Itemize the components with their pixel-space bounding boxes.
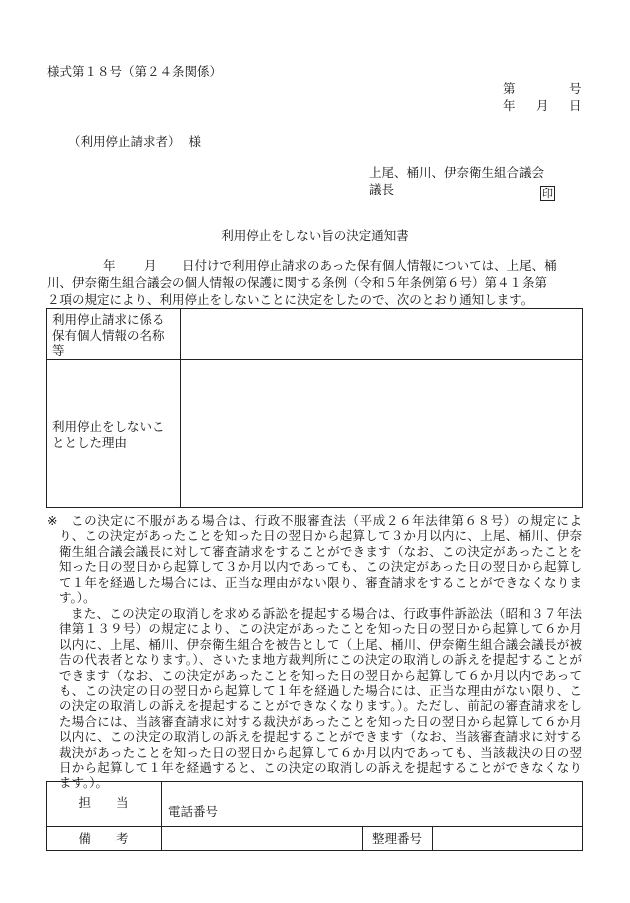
intro-line-1: 日付けで利用停止請求のあった保有個人情報については、上尾、桶 (182, 258, 557, 273)
contact-table-row-divider (46, 826, 583, 827)
info-name-label (52, 312, 165, 359)
seal-mark (540, 182, 555, 201)
intro-line-2: 川、伊奈衛生組合議会の個人情報の保護に関する条例（令和５年条例第６号）第４１条第 (47, 275, 548, 290)
notes-appeal-paragraph: この決定に不服がある場合は、行政不服審査法（平成２６年法律第６８号）の規定により、この決定があったことを知った日の翌日から起算して３か月以内に、上尾、桶川、伊奈衛生組合議会議長に対して審査請求をすることができます（なお、この決定があったことを知った日の翌日から起算して３か月以内であっても、この決定があった日の翌日から起算して１年を経過した場合には、正当な理由がない限り、審査請求をすることができなくなります。）。 (59, 513, 582, 606)
info-name-label-line2: 保有個人情報の名称 (52, 327, 165, 343)
date-month: 月 (536, 98, 549, 113)
issuer-title: 議長 (369, 182, 395, 197)
seal-text: 印 (542, 187, 553, 200)
intro-year: 年 (103, 258, 116, 273)
remarks-label: 備 考 (78, 831, 129, 846)
notes-mark: ※ (47, 513, 58, 528)
contact-label: 担 当 (78, 795, 129, 810)
issuer-org: 上尾、桶川、伊奈衛生組合議会 (369, 165, 545, 180)
info-name-label-line1: 利用停止請求に係る (52, 312, 165, 327)
addressee (68, 134, 201, 150)
decision-table-row-divider (46, 359, 583, 360)
addressee-name: （利用停止請求者） (68, 134, 181, 149)
doc-number-prefix: 第 (503, 81, 516, 96)
intro-month: 月 (144, 258, 157, 273)
doc-number-suffix: 号 (569, 81, 582, 96)
reference-number-label: 整理番号 (371, 831, 422, 846)
ref-label-right-divider (432, 826, 433, 851)
reason-label-line2: ととした理由 (52, 435, 128, 450)
reason-label (52, 419, 165, 451)
contact-table-col-divider (161, 781, 162, 851)
decision-table-divider (180, 308, 181, 508)
intro-line-3: ２項の規定により、利用停止をしないことに決定をしたので、次のとおり通知します。 (47, 292, 534, 307)
phone-label: 電話番号 (168, 804, 219, 819)
date-day: 日 (569, 98, 582, 113)
date-year: 年 (503, 98, 516, 113)
info-name-label-line3: 等 (52, 343, 65, 358)
reason-label-line1: 利用停止をしないこ (52, 419, 165, 434)
document-title: 利用停止をしない旨の決定通知書 (221, 228, 409, 243)
form-number: 様式第１８号（第２４条関係） (47, 64, 223, 79)
notes-lawsuit-paragraph: また、この決定の取消しを求める訴訟を提起する場合は、行政事件訴訟法（昭和３７年法律第１３９号）の規定により、この決定があったことを知った日の翌日から起算して６か月以内に、上尾、桶川、伊奈衛生組合を被告として（上尾、桶川、伊奈衛生組合議会議長が被告の代表者となります。）、さいたま地方裁判所にこの決定の取消しの訴えを提起することができます（なお、この決定があったことを知った日の翌日から起算して６か月以内であっても、この決定の日の翌日から起算して１年を経過した場合には、正当な理由がない限り、この決定の取消しの訴えを提起することができなくなります。）。ただし、前記の審査請求をした場合には、当該審査請求に対する裁決があったことを知った日の翌日から起算して６か月以内に、この決定の取消しの訴えを提起することができます（なお、当該審査請求に対する裁決があったことを知った日の翌日から起算して６か月以内であっても、当該裁決の日の翌日から起算して１年を経過すると、この決定の取消しの訴えを提起することができなくなります。）。 (59, 606, 582, 791)
addressee-honorific: 様 (188, 134, 202, 149)
